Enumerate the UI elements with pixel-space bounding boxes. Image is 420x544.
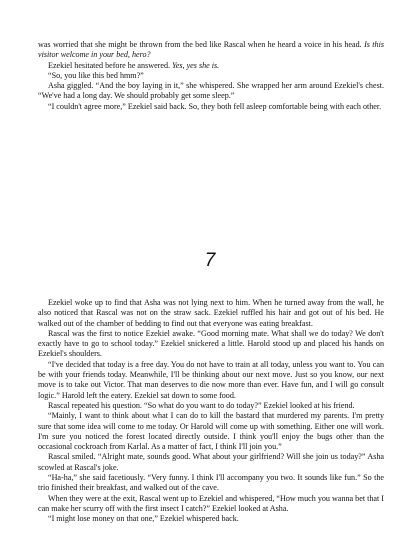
paragraph: “I've decided that today is a free day. You do not have to train at all today, unless you want to. You can be with your friends today. Meanwhile, I'll be thinking about our next move. Just so you know, our next move is to take out Victor. That man deserves to die now more than ever. Have fun, and I will go consult logic.” Harold left the eatery. Ezekiel sat down to some food. (38, 359, 384, 400)
paragraph: was worried that she might be thrown from the bed like Rascal when he heard a voice in his head. Is this visitor welcome in your bed, hero? (38, 40, 384, 60)
chapter-number: 7 (204, 250, 216, 271)
paragraph: Asha giggled. “And the boy laying in it,” she whispered. She wrapped her arm around Ezekiel's chest. “We've had a long day. We should probably get some sleep.” (38, 81, 384, 101)
paragraph: “Ha-ha,” she said facetiously. “Very funny. I think I'll accompany you two. It sounds like fun.” So the trio finished their breakfast, and walked out of the cave. (38, 473, 384, 493)
paragraph: Ezekiel hesitated before he answered. Yes, yes she is. (48, 60, 220, 70)
paragraph: “So, you like this bed hmm?” (48, 70, 144, 80)
paragraph: Rascal repeated his question. “So what do you want to do today?” Ezekiel looked at his friend. (48, 400, 355, 410)
paragraph: Rascal smiled. “Alright mate, sounds good. What about your girlfriend? Will she join us today?” Asha scowled at Rascal's joke. (38, 452, 384, 472)
previous-chapter-text (38, 40, 384, 112)
paragraph: “I couldn't agree more,” Ezekiel said back. So, they both fell asleep comfortable being with each other. (48, 101, 382, 111)
paragraph: When they were at the exit, Rascal went up to Ezekiel and whispered, “How much you wanna bet that I can make her scurry off with the first insect I catch?” Ezekiel looked at Asha. (38, 493, 384, 513)
chapter-text (38, 298, 384, 525)
paragraph: Ezekiel woke up to find that Asha was not lying next to him. When he turned away from the wall, he also noticed that Rascal was not on the straw sack. Ezekiel ruffled his hair and got out of his bed. He walked out of the chamber of bedding to find out that everyone was eating breakfast. (38, 298, 384, 328)
paragraph: “I might lose money on that one,” Ezekiel whispered back. (48, 514, 239, 524)
paragraph: “Mainly, I want to think about what I can do to kill the bastard that murdered my parents. I'm pretty sure that some idea will come to me today. Or Harold will come up with something. Either one will work. I'm sure you noticed the forest located directly outside. I think you'll enjoy the bugs other than the occasional cockroach from Karlal. As a matter of fact, I think I'll join you.” (38, 411, 384, 452)
paragraph: Rascal was the first to notice Ezekiel awake. “Good morning mate. What shall we do today? We don't exactly have to go to school today.” Ezekiel snickered a little. Harold stood up and placed his hands on Ezekiel's shoulders. (38, 328, 384, 359)
